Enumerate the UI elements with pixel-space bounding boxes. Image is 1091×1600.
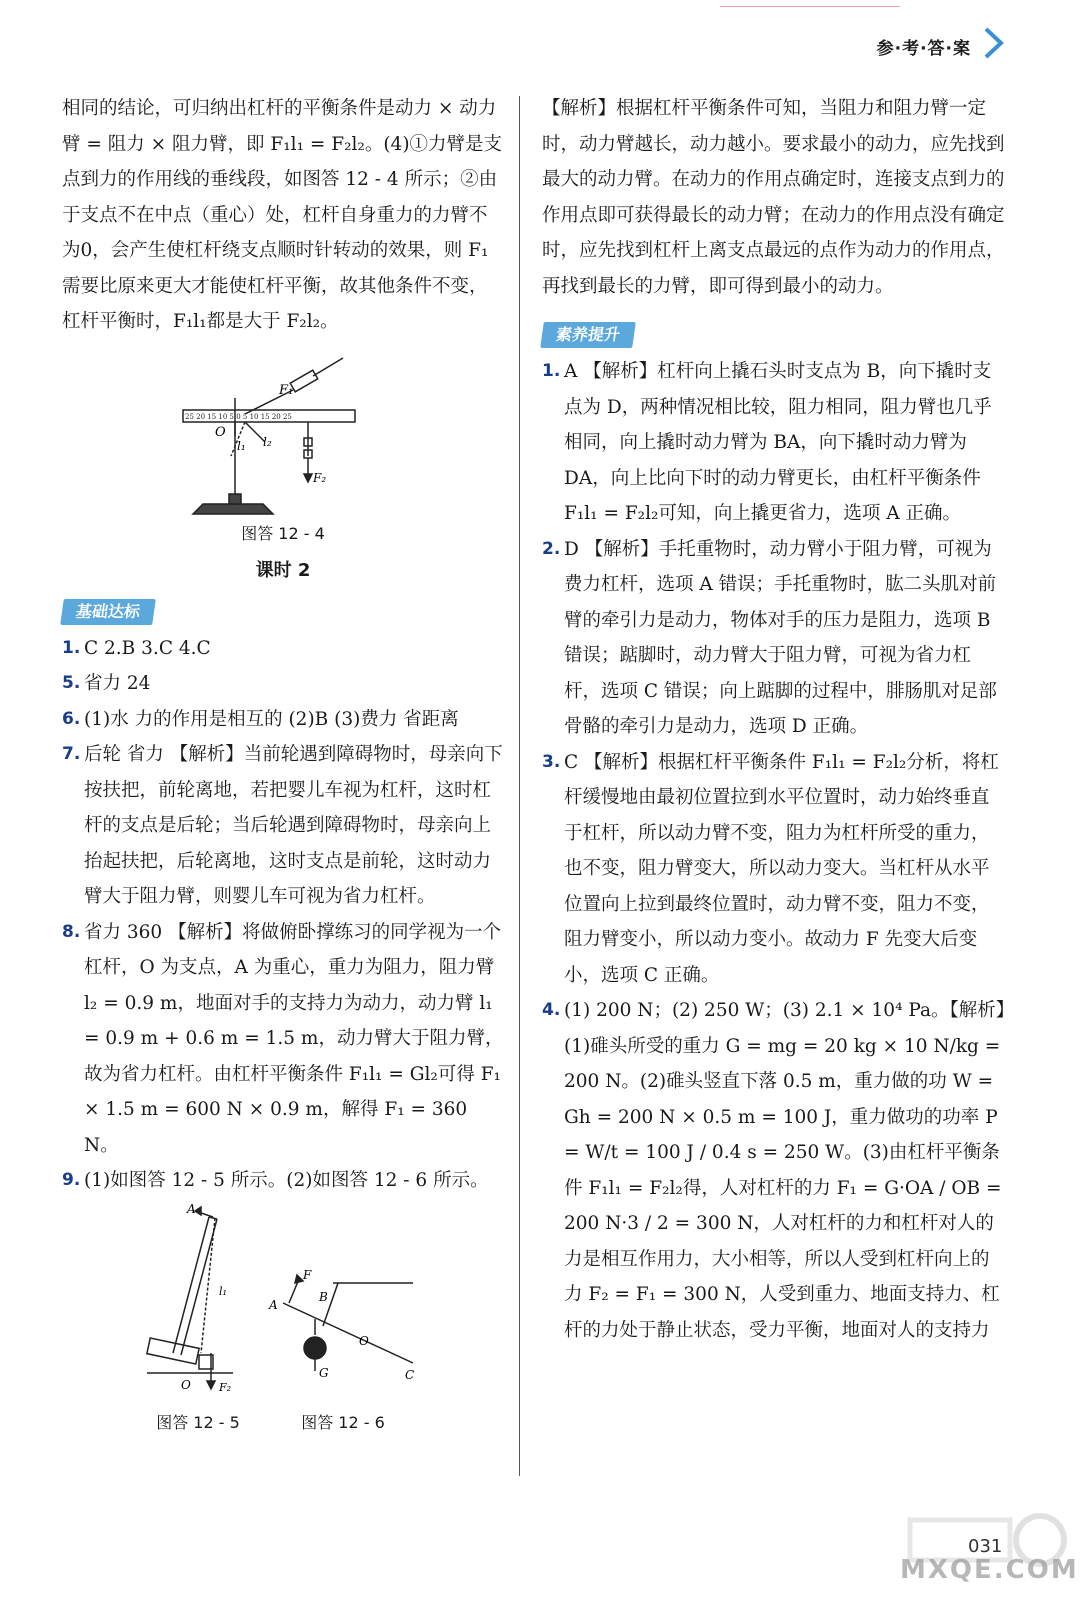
fig-12-5-caption: 图答 12 - 5: [156, 1413, 240, 1432]
left-item-1: 1. C 2.B 3.C 4.C: [62, 637, 211, 659]
right-column: [542, 91, 1006, 1348]
fig-12-5-f2: F₂: [219, 1380, 232, 1393]
right-item-4: 4. (1) 200 N；(2) 250 W；(3) 2.1 × 10⁴ Pa。【解析】(1)碓头所受的重力 G = mg = 20 kg × 10 N/kg = 200 N。(2)碓头竖直下落 0.5 m，重力做的功 W = Gh = 200 N × 0.5 m = 100 J，重力做功的功率 P = W/t = 100 J / 0.4 s = 250 W。(3)由杠杆平衡条件 F₁l₁ = F₂l₂得，人对杠杆的力 F₁ = G·OA / OB = 200 N·3 / 2 = 300 N，人对杠杆的力和杠杆对人的力是相互作用力，大小相等，所以人受到杠杆向上的力 F₂ = F₁ = 300 N，人受到重力、地面支持力、杠杆的力处于静止状态，受力平衡，地面对人的支持力: [542, 1000, 1006, 1341]
fig-12-6-f: F: [303, 1267, 312, 1282]
left-top-paragraph: 相同的结论，可归纳出杠杆的平衡条件是动力 × 动力臂 = 阻力 × 阻力臂，即 F₁l₁ = F₂l₂。(4)①力臂是支点到力的作用线的垂线段，如图答 12 - 4 所示；②由于支点不在中点（重心）处，杠杆自身重力的力臂不为0，会产生使杠杆绕支点顺时针转动的效果，则 F₁需要比原来更大才能使杠杆平衡，故其他条件不变，杠杆平衡时，F₁l₁都是大于 F₂l₂。: [62, 98, 503, 332]
figure-12-4: [173, 346, 393, 516]
right-item-2: 2. D 【解析】手托重物时，动力臂小于阻力臂，可视为费力杠杆，选项 A 错误；手托重物时，肱二头肌对前臂的牵引力是动力，物体对手的压力是阻力，选项 B 错误；踮脚时，动力臂大于阻力臂，可视为省力杠杆，选项 C 错误；向上踮脚的过程中，腓肠肌对足部骨骼的牵引力是动力，选项 D 正确。: [542, 538, 997, 737]
right-item-1: 1. A 【解析】杠杆向上撬石头时支点为 B，向下撬时支点为 D，两种情况相比较，阻力相同，阻力臂也几乎相同，向上撬时动力臂为 BA，向下撬时动力臂为 DA，向上比向下时的动力臂更长，由杠杆平衡条件 F₁l₁ = F₂l₂可知，向上撬更省力，选项 A 正确。: [542, 361, 992, 524]
left-item-8: 8. 省力 360 【解析】将做俯卧撑练习的同学视为一个杠杆，O 为支点，A 为重心，重力为阻力，阻力臂 l₂ = 0.9 m，地面对手的支持力为动力，动力臂 l₁ = 0.9 m + 0.6 m = 1.5 m，动力臂大于阻力臂，故为省力杠杆。由杠杆平衡条件 F₁l₁ = Gl₂可得 F₁ × 1.5 m = 600 N × 0.9 m，解得 F₁ = 360 N。: [62, 921, 504, 1156]
page-number: 031: [968, 1536, 1003, 1557]
left-column: [62, 91, 504, 1441]
right-top-paragraph: 【解析】根据杠杆平衡条件可知，当阻力和阻力臂一定时，动力臂越长，动力越小。要求最小的动力，应先找到最大的动力臂。在动力的作用点确定时，连接支点到力的作用点即可获得最长的动力臂；在动力的作用点没有确定时，应先找到杠杆上离支点最远的点作为动力的作用点，再找到最长的力臂，即可得到最小的动力。: [542, 98, 1005, 297]
chevron-right-icon: [981, 26, 1007, 60]
section-basic-tag: 基础达标: [60, 599, 156, 625]
fig-12-5-l1: l₁: [219, 1284, 227, 1298]
right-item-3: 3. C 【解析】根据杠杆平衡条件 F₁l₁ = F₂l₂分析，将杠杆缓慢地由最初位置拉到水平位置时，动力始终垂直于杠杆，所以动力臂不变，阻力为杠杆所受的重力，也不变，阻力臂变大，所以动力变大。当杠杆从水平位置向上拉到最终位置时，动力臂不变，阻力不变，阻力臂变小，所以动力变小。故动力 F 先变大后变小，选项 C 正确。: [542, 751, 999, 986]
lesson-title: 课时 2: [255, 560, 311, 581]
fig-12-4-l2: l₂: [263, 434, 272, 449]
header-title: 参·考·答·案: [876, 39, 971, 59]
fig-12-6-g: G: [319, 1365, 329, 1380]
fig-12-6-c: C: [405, 1367, 415, 1382]
fig-12-6-caption: 图答 12 - 6: [301, 1413, 385, 1432]
fig-12-6-o: O: [359, 1333, 369, 1348]
figures-12-5-12-6: [62, 1203, 504, 1441]
column-divider: [519, 96, 520, 1476]
fig-12-4-f2: F₂: [313, 470, 327, 485]
fig-12-4-ruler: 25 20 15 10 5 0 5 10 15 20 25: [185, 412, 292, 421]
fig-12-5-a: A: [187, 1202, 196, 1216]
fig-12-4-l1: l₁: [237, 438, 246, 453]
fig-12-4-f1: F₁: [279, 382, 294, 398]
fig-12-6-a: A: [269, 1297, 278, 1312]
left-item-7: 7. 后轮 省力 【解析】当前轮遇到障碍物时，母亲向下按扶把，前轮离地，若把婴儿车视为杠杆，这时杠杆的支点是后轮；当后轮遇到障碍物时，母亲向上抬起扶把，后轮离地，这时支点是前轮，这时动力臂大于阻力臂，则婴儿车可视为省力杠杆。: [62, 744, 503, 907]
fig-12-5-o: O: [181, 1377, 191, 1392]
watermark-text: MXQE.COM: [900, 1555, 1079, 1585]
figure-12-5: [143, 1203, 253, 1393]
fig-12-4-caption: 图答 12 - 4: [241, 523, 325, 543]
left-item-5: 5. 省力 24: [62, 673, 151, 694]
fig-12-4-o: O: [215, 424, 226, 440]
left-item-6: 6. (1)水 力的作用是相互的 (2)B (3)费力 省距离: [62, 708, 459, 730]
figure-12-6: [263, 1203, 423, 1393]
section-advanced-tag: 素养提升: [540, 322, 636, 348]
left-item-9: 9. (1)如图答 12 - 5 所示。(2)如图答 12 - 6 所示。: [62, 1170, 489, 1191]
header-rule: [720, 6, 900, 7]
fig-12-6-b: B: [319, 1289, 328, 1304]
